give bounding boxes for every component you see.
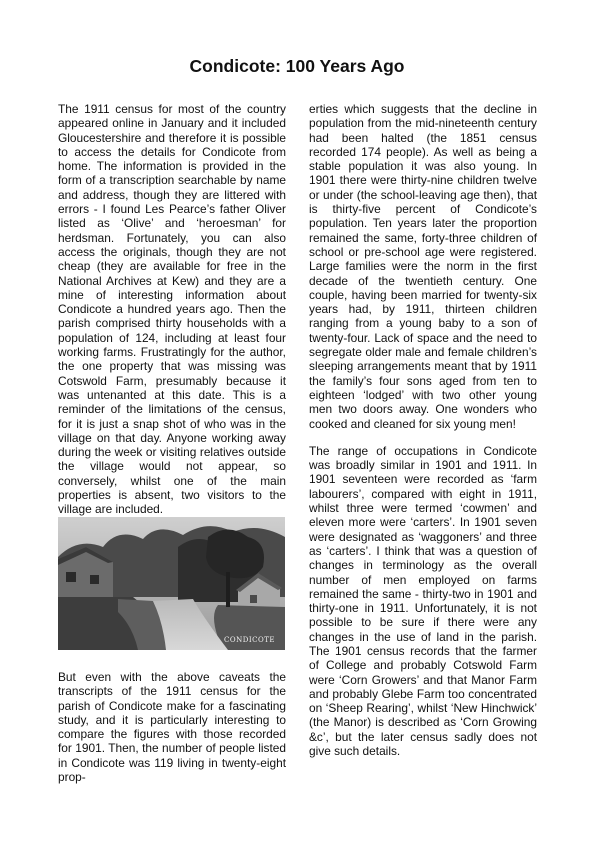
left-paragraph-1: The 1911 census for most of the country appeared online in January and it included Gloucestershire and therefore it is possible to access the details for Condicote from home. The information is provided in the form of a transcription searchable by name and address, though they are littered with errors - I found Les Pearce’s father Oliver listed as ‘Olive’ and ‘heroesman’ for herdsman. Fortunately, you can also access the originals, though they are not cheap (they are available for free in the National Archives at Kew) and they are a mine of interesting information about Condicote a hundred years ago. Then the parish comprised thirty households with a population of 124, including at least four working farms. Frustratingly for the author, the one property that was missing was Cotswold Farm, presumably because it was untenanted at this date. This is a reminder of the limitations of the census, for it is just a snap shot of who was in the village on that day. Anyone working away during the week or visiting relatives outside the village would not appear, so conversely, whilst one of the main properties is absent, two visitors to the village are included. <box>58 102 286 517</box>
left-column-continued <box>58 670 286 784</box>
village-photo <box>58 517 285 650</box>
right-paragraph-1: erties which suggests that the decline in population from the mid-nineteenth century had been halted (the 1851 census recorded 174 people). As well as being a stable population it was also young. In 1901 there were thirty-nine children twelve or under (the school-leaving age then), that is thirty-five percent of Condicote’s population. Ten years later the proportion remained the same, forty-three children of school or pre-school age were registered. Large families were the norm in the first decade of the twentieth century. One couple, having been married for twenty-six years had, by 1911, thirteen children ranging from a young baby to a son of twenty-four. Lack of space and the need to segregate older male and female children’s sleeping arrangements meant that by 1911 the family’s four sons aged from ten to eighteen ‘lodged’ with two other young men two doors away. One wonders who cooked and cleaned for six young men! <box>309 102 537 431</box>
paragraph-gap <box>309 431 537 444</box>
left-column <box>58 102 286 517</box>
right-column <box>309 102 537 758</box>
photo-caption: CONDICOTE <box>224 636 275 644</box>
village-lane-photo-icon <box>58 517 285 650</box>
right-paragraph-2: The range of occupations in Condicote was broadly similar in 1901 and 1911. In 1901 seventeen were recorded as ‘farm labourers’, compared with eight in 1911, whilst three were termed ‘cowmen’ and eleven more were ‘carters’. In 1901 seven were designated as ‘waggoners’ and three as ‘carters’. I think that was a question of changes in terminology as the overall number of men employed on farms remained the same - thirty-two in 1901 and thirty-one in 1911. Unfortunately, it is not possible to be sure if there were any changes in the use of land in the parish. The 1901 census records that the farmer of College and probably Cotswold Farm were ‘Corn Growers’ and that Manor Farm and probably Glebe Farm too concentrated on ‘Sheep Rearing’, whilst ‘New Hinchwick’ (the Manor) is described as ‘Corn Growing &c’, but the later census sadly does not give such details. <box>309 443 537 759</box>
page-title: Condicote: 100 Years Ago <box>189 56 405 76</box>
left-paragraph-2: But even with the above caveats the transcripts of the 1911 census for the parish of Condicote make for a fascinating study, and it is particularly interesting to compare the figures with those recorded for 1901. Then, the number of people listed in Condicote was 119 living in twenty-eight prop- <box>58 670 286 785</box>
